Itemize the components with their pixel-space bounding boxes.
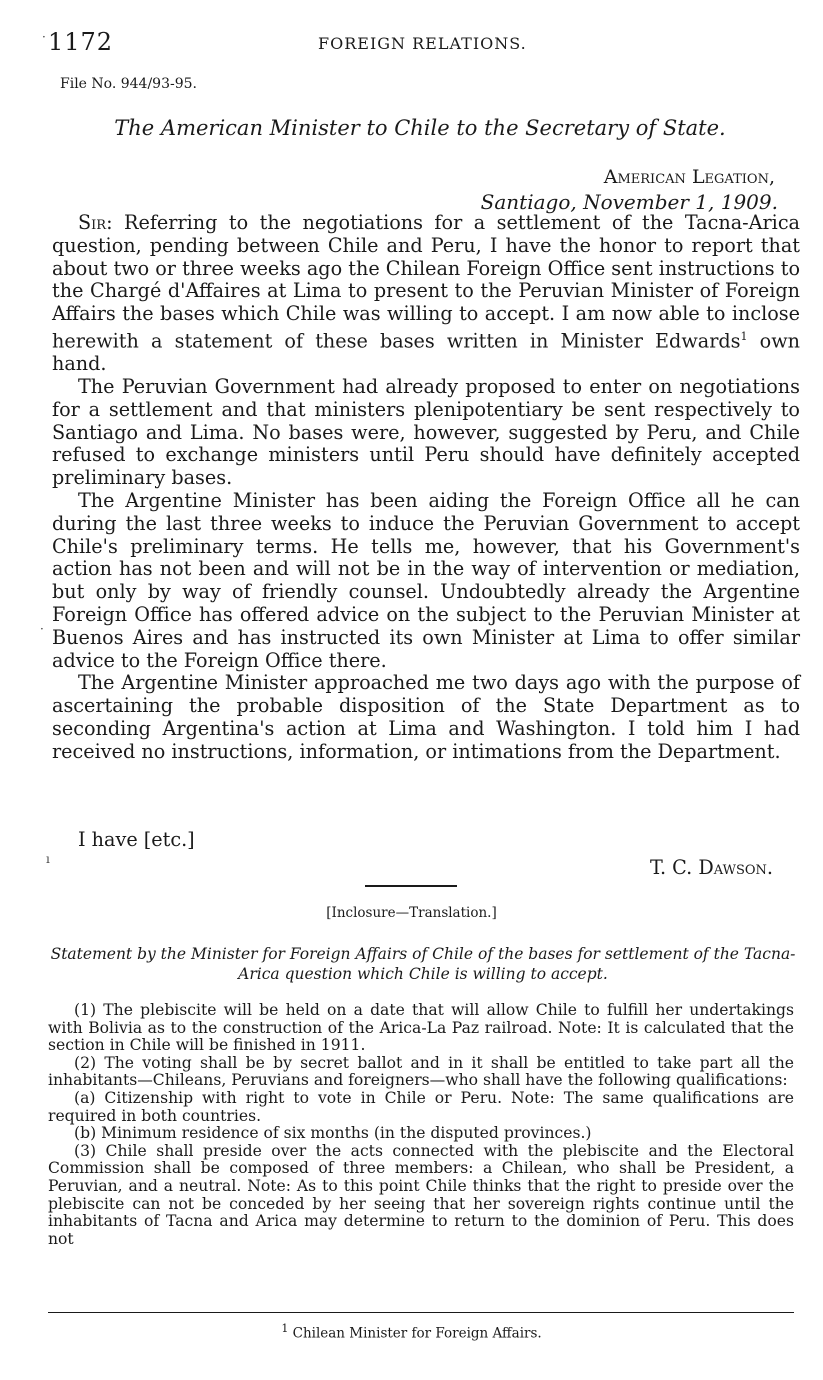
footnote (0, 1322, 823, 1342)
letter-paragraph: The Peruvian Government had already proposed to enter on negotiations for a settlement and that ministers plenipotentiary be sent respectively to Santiago and Lima. No bases were, however, suggested by Peru, and Chile refused to exchange ministers until Peru should have definitely accepted preliminary bases. (52, 374, 800, 490)
section-divider (365, 885, 457, 887)
margin-mark: · (40, 622, 44, 636)
legation-heading: American Legation, (603, 166, 775, 188)
margin-mark: · (42, 30, 46, 44)
enclosure-paragraph: (a) Citizenship with right to vote in Chile or Peru. Note: The same qualifications are required in both countries. (48, 1088, 794, 1125)
paragraph-tail: own hand. (52, 329, 800, 376)
salutation: Sir: (78, 211, 113, 234)
file-number: File No. 944/93-95. (60, 76, 197, 92)
footnote-divider (48, 1312, 794, 1313)
enclosure-body (48, 1002, 794, 1248)
margin-mark: ı (46, 852, 50, 866)
letter-paragraph (52, 212, 800, 376)
statement-title: Statement by the Minister for Foreign Affairs of Chile of the bases for settlement of the Tacna-Arica question which Chile is willing to accept. (50, 945, 796, 983)
paragraph-text: Referring to the negotiations for a settlement of the Tacna-Arica question, pending between Chile and Peru, I have the honor to report that about two or three weeks ago the Chilean Foreign Office sent instructions to the Chargé d'Affaires at Lima to present to the Peruvian Minister of Foreign Affairs the bases which Chile was willing to accept. I am now able to inclose herewith a statement of these bases written in Minister Edwards (52, 211, 800, 353)
letter-paragraph: The Argentine Minister approached me two days ago with the purpose of ascertaining the probable disposition of the State Department as to seconding Argentina's action at Lima and Washington. I told him I had received no instructions, information, or intimations from the Department. (52, 671, 800, 763)
letter-body (52, 212, 800, 764)
dateline: Santiago, November 1, 1909. (480, 190, 778, 214)
enclosure-paragraph: (3) Chile shall preside over the acts connected with the plebiscite and the Electoral Commission shall be composed of three members: a Chilean, who shall be President, a Peruvian, and a neutral. Note: As to this point Chile thinks that the right to preside over the plebiscite can not be conceded by her seeing that her sovereign rights continue until the inhabitants of Tacna and Arica may determine to return to the dominion of Peru. This does not (48, 1141, 794, 1248)
page-header (48, 28, 808, 58)
enclosure-paragraph: (1) The plebiscite will be held on a date that will allow Chile to fulfill her undertakings with Bolivia as to the construction of the Arica-La Paz railroad. Note: It is calculated that the section in Chile will be finished in 1911. (48, 1001, 794, 1055)
footnote-marker: 1 (281, 1322, 289, 1335)
signature: T. C. Dawson. (649, 856, 773, 879)
page-number: 1172 (48, 28, 114, 56)
running-head: FOREIGN RELATIONS. (318, 34, 527, 53)
footnote-reference: 1 (740, 329, 748, 343)
inclosure-label: [Inclosure—Translation.] (326, 905, 497, 921)
enclosure-paragraph: (b) Minimum residence of six months (in the disputed provinces.) (74, 1124, 592, 1143)
document-title: The American Minister to Chile to the Secretary of State. (114, 116, 726, 140)
letter-paragraph: The Argentine Minister has been aiding the Foreign Office all he can during the last three weeks to induce the Peruvian Government to accept Chile's preliminary terms. He tells me, however, that his Government's action has not been and will not be in the way of intervention or mediation, but only by way of friendly counsel. Undoubtedly already the Argentine Foreign Office has offered advice on the subject to the Peruvian Minister at Buenos Aires and has instructed its own Minister at Lima to offer similar advice to the Foreign Office there. (52, 488, 800, 672)
closing: I have [etc.] (78, 828, 195, 851)
enclosure-paragraph: (2) The voting shall be by secret ballot and in it shall be entitled to take part all the inhabitants—Chileans, Peruvians and foreigners—who shall have the following qualifications: (48, 1053, 794, 1090)
footnote-text: Chilean Minister for Foreign Affairs. (292, 1325, 542, 1342)
